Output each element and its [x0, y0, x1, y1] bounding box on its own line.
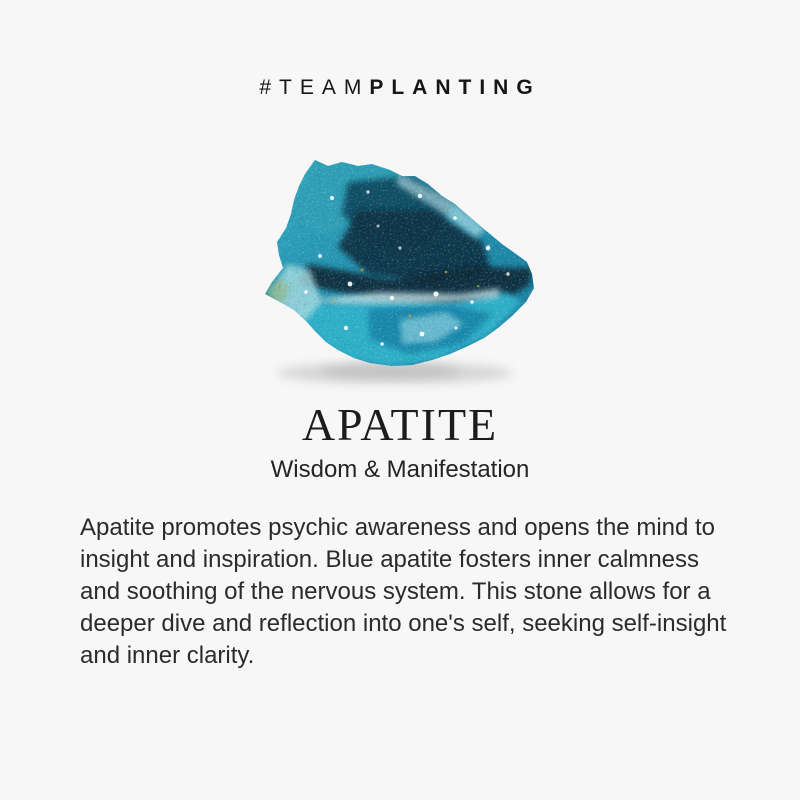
brand-prefix: #TEAM — [259, 76, 370, 99]
apatite-stone-graphic — [250, 152, 550, 395]
product-name: APATITE — [301, 399, 499, 450]
product-tagline: Wisdom & Manifestation — [270, 456, 530, 483]
brand-header — [0, 76, 800, 100]
product-description: Apatite promotes psychic awareness and opens the mind to insight and inspiration. Blue apatite fosters inner calmness and soothing of the nervous system. This stone allows for a deeper dive and reflection into one's self, seeking self-insight and inner clarity. — [80, 514, 727, 669]
brand-suffix: PLANTING — [369, 76, 541, 99]
apatite-stone-image — [250, 152, 550, 395]
